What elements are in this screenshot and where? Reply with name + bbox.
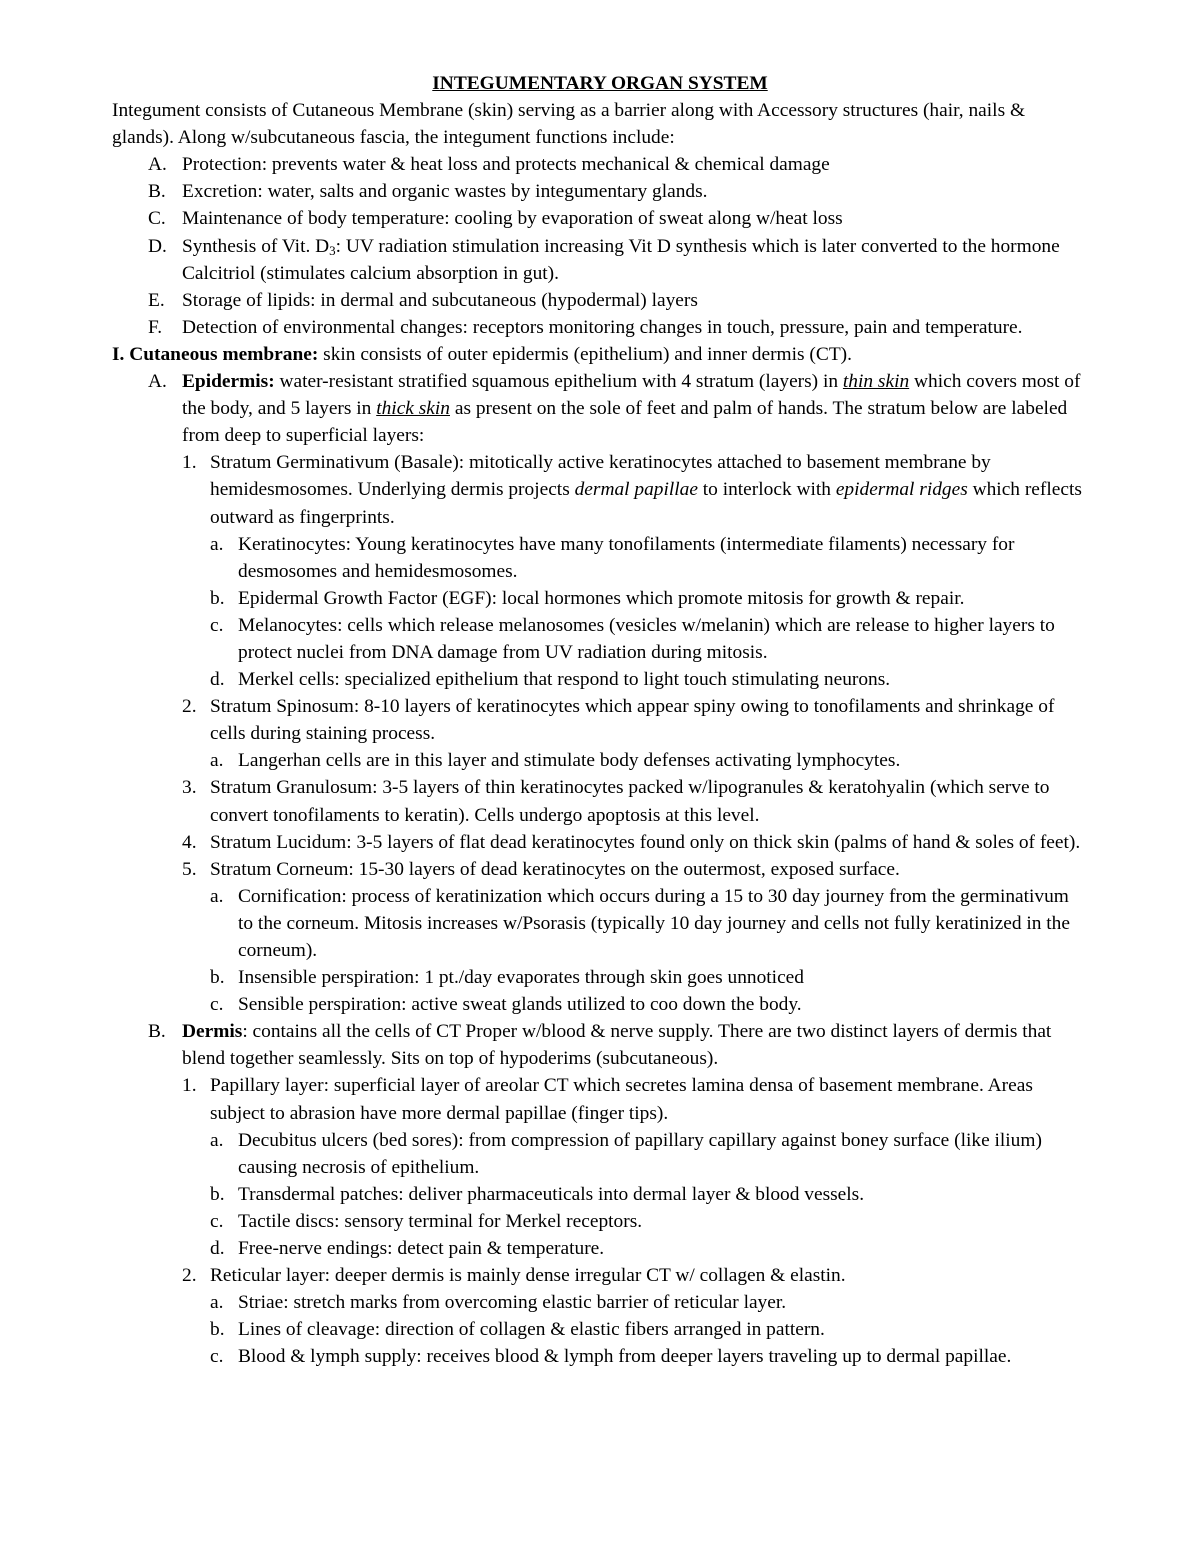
sub-text: Free-nerve endings: detect pain & temperature. <box>238 1238 605 1260</box>
epidermis-text: which covers most of the body, and 5 layers in <box>182 371 1081 420</box>
intro-paragraph: Integument consists of Cutaneous Membrane (skin) serving as a barrier along with Accessory structures (hair, nails & glands). Along w/subcutaneous fascia, the integument functions include: <box>112 100 1026 149</box>
sub-text: Transdermal patches: deliver pharmaceuticals into dermal layer & blood vessels. <box>238 1183 865 1205</box>
sub-item <box>210 1181 1088 1208</box>
list-text: Maintenance of body temperature: cooling by evaporation of sweat along w/heat loss <box>182 208 843 230</box>
list-label: c. <box>210 994 224 1016</box>
sub-text: Cornification: process of keratinization which occurs during a 15 to 30 day journey from the germinativum to the corneum. Mitosis increases w/Psorasis (typically 10 day journey and cells not fully keratinized in the corneum). <box>238 885 1070 961</box>
sub-item <box>210 747 1088 774</box>
sub-item <box>210 666 1088 693</box>
list-label: d. <box>210 669 225 691</box>
list-label: A. <box>148 154 167 176</box>
list-text: Storage of lipids: in dermal and subcutaneous (hypodermal) layers <box>182 289 698 311</box>
list-label: a. <box>210 750 224 772</box>
list-label: b. <box>210 1183 225 1205</box>
dermis-item <box>148 1018 1088 1370</box>
sub-item <box>210 1127 1088 1181</box>
section-text: skin consists of outer epidermis (epithelium) and inner dermis (CT). <box>318 343 852 365</box>
thick-skin-term: thick skin <box>376 398 450 420</box>
list-text: Protection: prevents water & heat loss and protects mechanical & chemical damage <box>182 154 830 176</box>
sub-text: Lines of cleavage: direction of collagen & elastic fibers arranged in pattern. <box>238 1319 825 1341</box>
list-item <box>148 151 1088 178</box>
sub-item <box>210 1235 1088 1262</box>
list-label: c. <box>210 614 224 636</box>
dermis-text: : contains all the cells of CT Proper w/blood & nerve supply. There are two distinct layers of dermis that blend together seamlessly. Sits on top of hypoderims (subcutaneous). <box>182 1021 1052 1070</box>
sub-item <box>210 1316 1088 1343</box>
list-label: 1. <box>182 1075 197 1097</box>
sub-list <box>210 531 1088 694</box>
functions-list <box>112 151 1088 341</box>
thin-skin-term: thin skin <box>842 371 910 393</box>
italic-term: epidermal ridges <box>835 479 968 501</box>
list-label: a. <box>210 1129 224 1151</box>
list-label: D. <box>148 235 167 257</box>
stratum-item <box>182 693 1088 774</box>
sub-item <box>210 585 1088 612</box>
dermis-layers-list <box>182 1072 1088 1370</box>
list-label: F. <box>148 316 163 338</box>
sub-list <box>210 883 1088 1018</box>
stratum-item <box>182 856 1088 1019</box>
list-label: b. <box>210 967 225 989</box>
list-item <box>148 205 1088 232</box>
sub-text: Tactile discs: sensory terminal for Merkel receptors. <box>238 1210 643 1232</box>
list-text: : UV radiation stimulation increasing Vit D synthesis which is later converted to the hormone Calcitriol (stimulates calcium absorption in gut). <box>182 235 1060 284</box>
sub-text: Insensible perspiration: 1 pt./day evaporates through skin goes unnoticed <box>238 967 804 989</box>
list-label: E. <box>148 289 165 311</box>
list-label: C. <box>148 208 166 230</box>
stratum-text: Stratum Corneum: 15-30 layers of dead keratinocytes on the outermost, exposed surface. <box>210 858 900 880</box>
list-label: 3. <box>182 777 197 799</box>
stratum-item <box>182 829 1088 856</box>
stratum-text: Stratum Spinosum: 8-10 layers of keratinocytes which appear spiny owing to tonofilaments and shrinkage of cells during staining process. <box>210 696 1055 745</box>
list-label: B. <box>148 181 166 203</box>
stratum-item <box>182 449 1088 693</box>
list-label: A. <box>148 371 167 393</box>
list-label: 2. <box>182 1265 197 1287</box>
dermis-layer-item <box>182 1072 1088 1262</box>
list-label: c. <box>210 1210 224 1232</box>
sub-item <box>210 964 1088 991</box>
sub-item <box>210 991 1088 1018</box>
stratum-text: which reflects outward as fingerprints. <box>210 479 1082 528</box>
sub-text: Decubitus ulcers (bed sores): from compression of papillary capillary against boney surface (like ilium) causing necrosis of epithelium. <box>238 1129 1042 1178</box>
sub-text: Melanocytes: cells which release melanosomes (vesicles w/melanin) which are release to higher layers to protect nuclei from DNA damage from UV radiation during mitosis. <box>238 614 1055 663</box>
layer-text: Reticular layer: deeper dermis is mainly dense irregular CT w/ collagen & elastin. <box>210 1265 846 1287</box>
list-label: b. <box>210 587 225 609</box>
stratum-item <box>182 774 1088 828</box>
stratum-text: Stratum Lucidum: 3-5 layers of flat dead keratinocytes found only on thick skin (palms of hand & soles of feet). <box>210 831 1081 853</box>
sub-item <box>210 612 1088 666</box>
list-label: 1. <box>182 452 197 474</box>
list-label: B. <box>148 1021 166 1043</box>
dermis-layer-item <box>182 1262 1088 1370</box>
cutaneous-list <box>112 368 1088 1370</box>
strata-list <box>182 449 1088 1018</box>
list-label: c. <box>210 1346 224 1368</box>
list-label: a. <box>210 533 224 555</box>
list-label: 5. <box>182 858 197 880</box>
epidermis-text: as present on the sole of feet and palm of hands. The stratum below are labeled from deep to superficial layers: <box>182 398 1068 447</box>
subscript: 3 <box>329 242 336 258</box>
dermis-heading: Dermis <box>182 1021 243 1043</box>
sub-text: Langerhan cells are in this layer and stimulate body defenses activating lymphocytes. <box>238 750 901 772</box>
sub-text: Blood & lymph supply: receives blood & lymph from deeper layers traveling up to dermal papillae. <box>238 1346 1012 1368</box>
list-text: Detection of environmental changes: receptors monitoring changes in touch, pressure, pain and temperature. <box>182 316 1023 338</box>
list-label: d. <box>210 1238 225 1260</box>
layer-text: Papillary layer: superficial layer of areolar CT which secretes lamina densa of basement membrane. Areas subject to abrasion have more dermal papillae (finger tips). <box>210 1075 1033 1124</box>
sub-item <box>210 1208 1088 1235</box>
list-item <box>148 178 1088 205</box>
list-label: b. <box>210 1319 225 1341</box>
sub-text: Epidermal Growth Factor (EGF): local hormones which promote mitosis for growth & repair. <box>238 587 965 609</box>
epidermis-heading: Epidermis: <box>182 371 275 393</box>
sub-item <box>210 883 1088 964</box>
sub-item <box>210 1343 1088 1370</box>
epidermis-text: water-resistant stratified squamous epithelium with 4 stratum (layers) in <box>274 371 843 393</box>
sub-list <box>210 1289 1088 1370</box>
list-item <box>148 233 1088 287</box>
page-title: INTEGUMENTARY ORGAN SYSTEM <box>432 73 768 94</box>
sub-text: Striae: stretch marks from overcoming elastic barrier of reticular layer. <box>238 1292 787 1314</box>
sub-list <box>210 1127 1088 1262</box>
sub-text: Keratinocytes: Young keratinocytes have many tonofilaments (intermediate filaments) necessary for desmosomes and hemidesmosomes. <box>238 533 1015 582</box>
sub-text: Merkel cells: specialized epithelium that respond to light touch stimulating neurons. <box>238 669 891 691</box>
list-label: 4. <box>182 831 197 853</box>
epidermis-item <box>148 368 1088 1018</box>
section-heading <box>112 341 1088 368</box>
sub-list <box>210 747 1088 774</box>
list-item <box>148 314 1088 341</box>
sub-item <box>210 1289 1088 1316</box>
sub-item <box>210 531 1088 585</box>
list-text: Excretion: water, salts and organic wastes by integumentary glands. <box>182 181 708 203</box>
list-label: a. <box>210 1292 224 1314</box>
list-text: Synthesis of Vit. D <box>182 235 330 257</box>
sub-text: Sensible perspiration: active sweat glands utilized to coo down the body. <box>238 994 802 1016</box>
list-item <box>148 287 1088 314</box>
list-label: a. <box>210 885 224 907</box>
stratum-text: Stratum Germinativum (Basale): mitotically active keratinocytes attached to basement membrane by hemidesmosomes. Underlying dermis projects <box>210 452 991 501</box>
stratum-text: Stratum Granulosum: 3-5 layers of thin keratinocytes packed w/lipogranules & keratohyalin (which serve to convert tonofilaments to keratin). Cells undergo apoptosis at this level. <box>210 777 1050 826</box>
stratum-text: to interlock with <box>697 479 836 501</box>
italic-term: dermal papillae <box>574 479 698 501</box>
section-title: I. Cutaneous membrane: <box>112 343 319 365</box>
list-label: 2. <box>182 696 197 718</box>
